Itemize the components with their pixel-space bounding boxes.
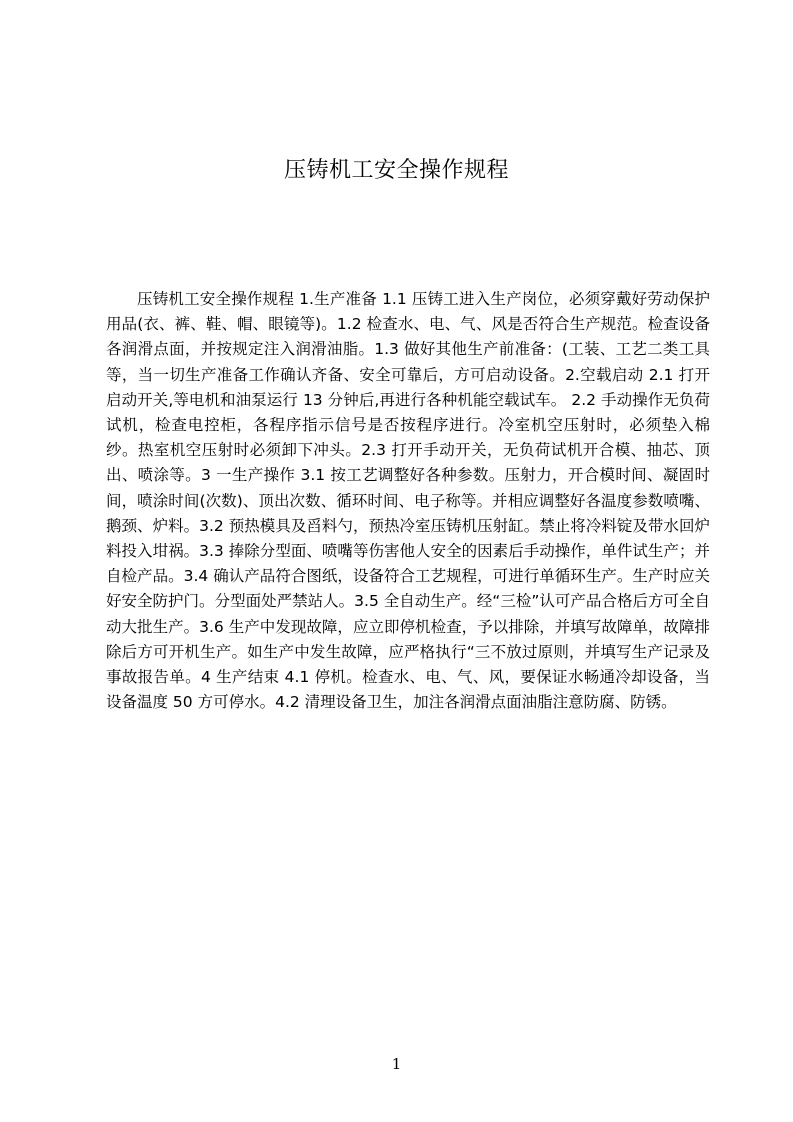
document-title: 压铸机工安全操作规程 xyxy=(283,157,509,183)
body-paragraph: 压铸机工安全操作规程 1.生产准备 1.1 压铸工进入生产岗位，必须穿戴好劳动保护用品(衣、裤、鞋、帽、眼镜等)。1.2 检查水、电、气、风是否符合生产规范。检查设备各润滑点面，并按规定注入润滑油脂。1.3 做好其他生产前准备：(工装、工艺二类工具等，当一切生产准备工作确认齐备、安全可靠后，方可启动设备。2.空载启动 2.1 打开启动开关,等电机和油泵运行 13 分钟后,再进行各种机能空载试车。 2.2 手动操作无负荷试机，检查电控柜，各程序指示信号是否按程序进行。冷室机空压射时，必须垫入棉纱。热室机空压射时必须卸下冲头。2.3 打开手动开关，无负荷试机开合模、抽芯、顶出、喷涂等。3 一生产操作 3.1 按工艺调整好各种参数。压射力，开合模时间、凝固时间，喷涂时间(次数)、顶出次数、循环时间、电子称等。并相应调整好各温度参数喷嘴、鹅颈、炉料。3.2 预热模具及舀料勺，预热冷室压铸机压射缸。禁止将冷料锭及带水回炉料投入坩祸。3.3 捧除分型面、喷嘴等伤害他人安全的因素后手动操作，单件试生产；并自检产品。3.4 确认产品符合图纸，设备符合工艺规程，可进行单循环生产。生产时应关好安全防护门。分型面处严禁站人。3.5 全自动生产。经“三检”认可产品合格后方可全自动大批生产。3.6 生产中发现故障，应立即停机检查，予以排除，并填写故障单，故障排除后方可开机生产。如生产中发生故障，应严格执行“三不放过原则，并填写生产记录及事故报告单。4 生产结束 4.1 停机。检查水、电、气、风，要保证水畅通冷却设备，当设备温度 50 方可停水。4.2 清理设备卫生，加注各润滑点面油脂注意防腐、防锈。 xyxy=(106,290,710,712)
page-number: 1 xyxy=(391,1055,402,1073)
